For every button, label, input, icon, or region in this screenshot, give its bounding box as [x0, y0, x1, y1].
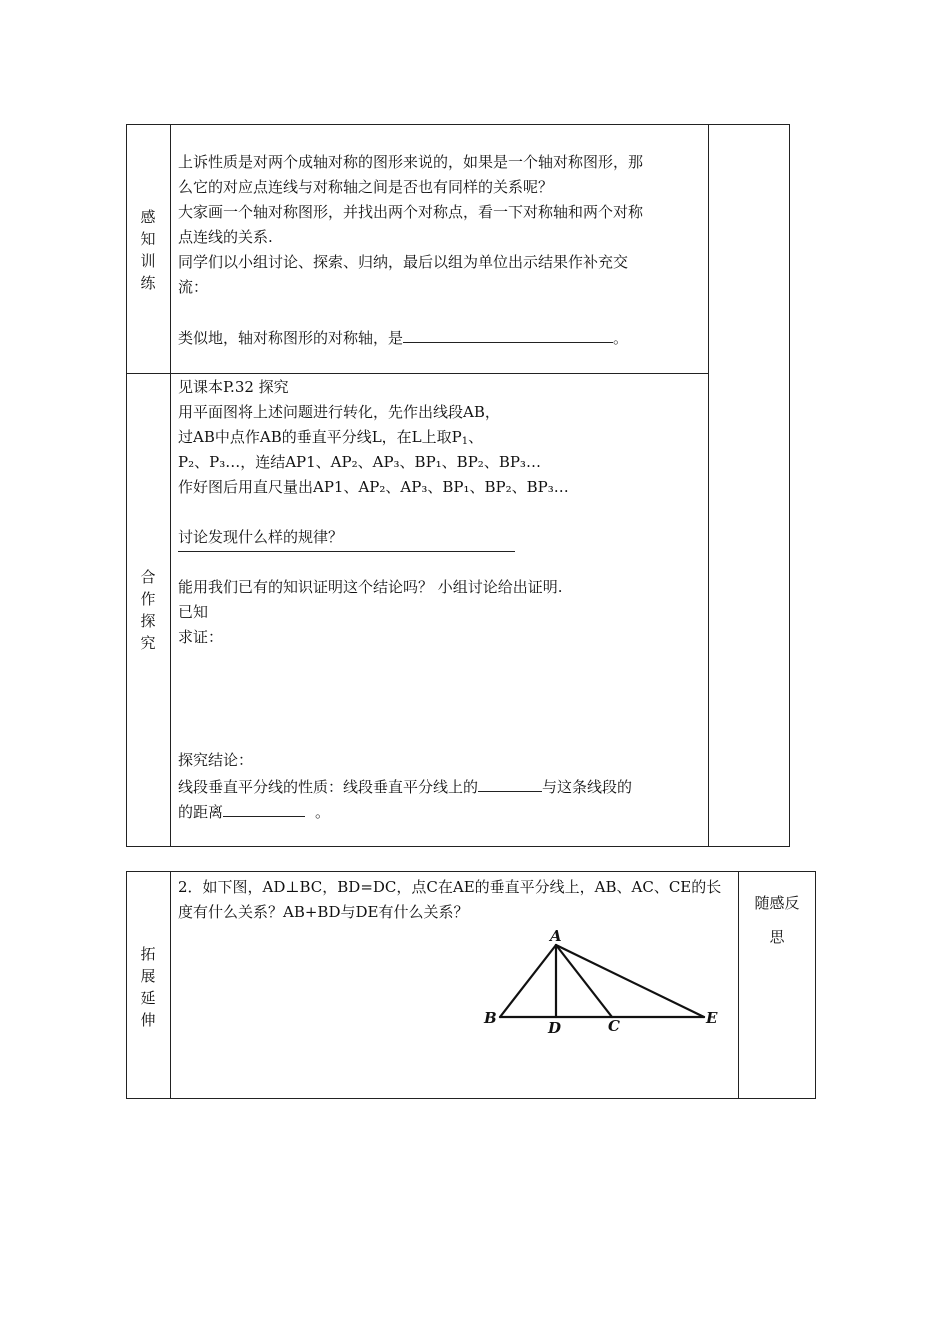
paragraph-line: P₂、P₃…，连结AP1、AP₂、AP₃、BP₁、BP₂、BP₃… [178, 453, 541, 471]
point-label-d: D [548, 1019, 562, 1037]
row-divider [127, 373, 708, 374]
label-char: 知 [140, 230, 156, 248]
distance-prefix: 的距离 [178, 803, 224, 821]
label-char: 伸 [140, 1011, 156, 1029]
line-text: 过AB中点作AB的垂直平分线L，在L上取P [178, 428, 462, 446]
answer-blank[interactable] [223, 800, 305, 817]
label-char: 合 [140, 568, 156, 586]
line-end: 、 [468, 428, 484, 446]
paragraph-line: 上诉性质是对两个成轴对称的图形来说的，如果是一个轴对称图形，那 [178, 153, 644, 171]
label-char: 延 [140, 989, 156, 1007]
label-char: 探 [140, 612, 156, 630]
answer-blank[interactable] [403, 326, 613, 343]
point-label-e: E [706, 1009, 718, 1027]
textbook-reference: 见课本P.32 探究 [178, 378, 289, 396]
paragraph-line: 点连线的关系. [178, 228, 273, 246]
answer-blank-long[interactable] [178, 551, 515, 552]
label-char: 展 [140, 967, 156, 985]
paragraph-line: 流： [178, 278, 209, 296]
column-divider-left [170, 125, 171, 846]
reflection-label-line: 思 [769, 928, 785, 946]
point-label-a: A [550, 927, 562, 945]
distance-suffix: 。 [315, 803, 331, 821]
known-label: 已知 [178, 603, 209, 621]
prove-label: 求证： [178, 628, 224, 646]
section-label-cooperation [138, 566, 158, 654]
discussion-question: 讨论发现什么样的规律？ [178, 528, 344, 546]
property-sentence [178, 775, 632, 797]
paragraph-line: 同学们以小组讨论、探索、归纳，最后以组为单位出示结果作补充交 [178, 253, 629, 271]
label-char: 感 [140, 208, 156, 226]
fill-suffix: 。 [613, 329, 629, 347]
label-char: 究 [140, 634, 156, 652]
property-suffix: 与这条线段的 [542, 778, 633, 796]
fill-prefix: 类似地，轴对称图形的对称轴，是 [178, 329, 404, 347]
segment-ae [556, 945, 704, 1017]
conclusion-label: 探究结论： [178, 751, 254, 769]
paragraph-line: 作好图后用直尺量出AP1、AP₂、AP₃、BP₁、BP₂、BP₃… [178, 478, 569, 496]
segment-ab [500, 945, 556, 1017]
label-char: 训 [140, 252, 156, 270]
subscript: 1 [461, 436, 469, 447]
segment-ac [556, 945, 612, 1017]
label-char: 作 [140, 590, 156, 608]
triangle-figure [480, 925, 740, 1040]
point-label-c: C [608, 1017, 620, 1035]
column-divider-right [708, 125, 709, 846]
problem-line: 度有什么关系？AB+BD与DE有什么关系？ [178, 903, 469, 921]
paragraph-line: 么它的对应点连线与对称轴之间是否也有同样的关系呢？ [178, 178, 554, 196]
label-char: 练 [140, 274, 156, 292]
reflection-label-line: 随感反 [754, 894, 800, 912]
label-char: 拓 [140, 945, 156, 963]
fill-in-sentence [178, 326, 628, 348]
paragraph-line: 大家画一个轴对称图形，并找出两个对称点，看一下对称轴和两个对称 [178, 203, 644, 221]
section-label-extension [138, 943, 158, 1031]
answer-blank[interactable] [478, 775, 542, 792]
point-label-b: B [484, 1009, 497, 1027]
paragraph-line: 用平面图将上述问题进行转化，先作出线段AB， [178, 403, 500, 421]
reflection-label [745, 893, 809, 947]
section-label-perception [138, 206, 158, 294]
distance-sentence [178, 800, 330, 822]
paragraph-line [178, 427, 483, 452]
column-divider-left [170, 872, 171, 1098]
property-prefix: 线段垂直平分线的性质：线段垂直平分线上的 [178, 778, 479, 796]
problem-line: 2．如下图，AD⊥BC，BD=DC，点C在AE的垂直平分线上，AB、AC、CE的长 [178, 878, 722, 896]
proof-prompt: 能用我们已有的知识证明这个结论吗？ 小组讨论给出证明. [178, 578, 563, 596]
